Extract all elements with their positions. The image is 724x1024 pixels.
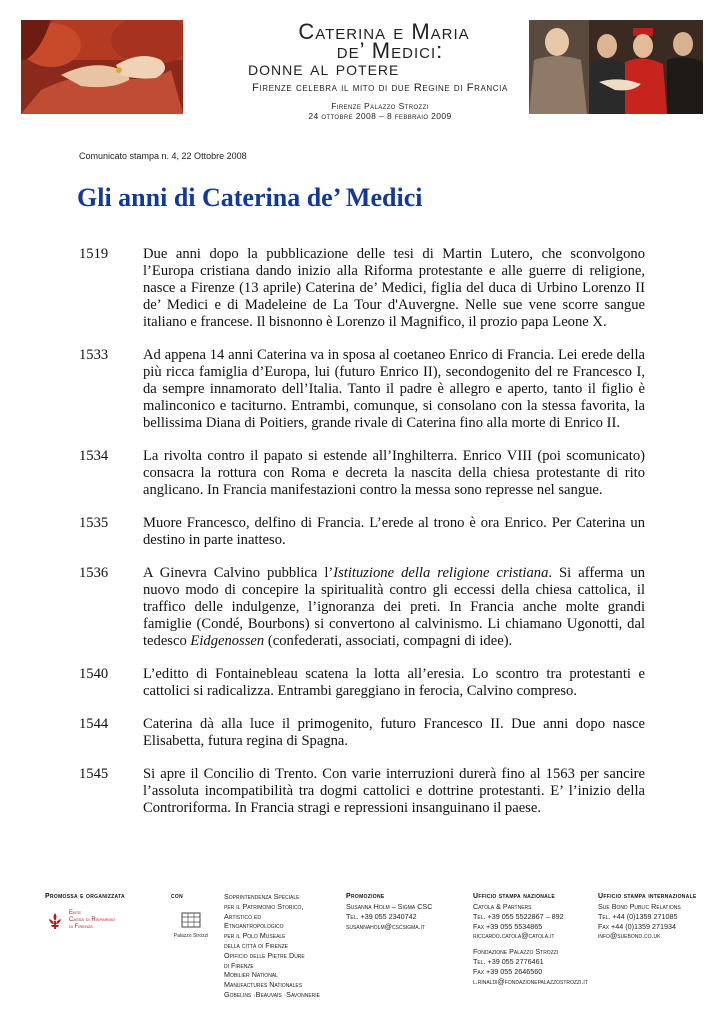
press-international-line: Tel. +44 (0)1359 271085 [598,911,678,921]
entry-text: Due anni dopo la pubblicazione delle tesi di Martin Lutero, che sconvolgono l’Europa cristiana dando inizio alla Riforma protestante e alle guerre di religione, nasce a Firenze (13 aprile) Caterina de’ Medici, figlia del duca di Urbino Lorenzo II de’ Medici e di Madeleine de La Tour d'Auvergne. Nelle sue vene scorre sangue italiano e francese. Il bisnonno è Lorenzo il Magnifico, il prozio papa Leone X. [143,246,645,330]
footer-promotion [346,892,466,931]
entry-year: 1534 [79,448,109,464]
soprintendenza-line: per il Polo Museale [224,931,286,941]
ente-cassa-logo [45,910,165,931]
soprintendenza-line: Mobilier National [224,970,278,980]
footer-promotion-head: Promozione [346,893,385,900]
press-international-email-link[interactable]: info@suebond.co.uk [598,931,661,941]
entry-text: La rivolta contro il papato si estende all’Inghilterra. Enrico VIII (poi scomunicato) consacra la rottura con Roma e decreta la nascita della chiesa protestante di rito anglicano. In Francia manifestazioni contro la messa sono represse nel sangue. [143,448,645,498]
entry-year: 1519 [79,246,109,262]
soprintendenza-line: di Firenze [224,960,254,970]
header-painting-right [529,20,703,114]
timeline [79,246,645,833]
exhibition-subtitle: Firenze celebra il mito di due Regine di Francia [252,82,508,94]
timeline-entry [79,515,645,549]
exhibition-dates: 24 ottobre 2008 – 8 febbraio 2009 [308,111,452,121]
palazzo-icon [181,912,201,928]
soprintendenza-line: Gobelins ·Beauvais ·Savonnerie [224,989,321,999]
timeline-entry [79,666,645,700]
press-national-line: Catola & Partners [473,902,532,911]
timeline-entry [79,565,645,650]
footer-promoted-head: Promossa e organizzata [45,893,125,900]
entry-year: 1545 [79,766,109,782]
press-national-email-link[interactable]: riccardo.catola@catola.it [473,931,555,941]
header-painting-left [21,20,183,114]
footer-soprintendenza [224,892,339,1000]
timeline-entry [79,246,645,331]
press-national-line: Fax +39 055 2646560 [473,966,543,976]
exhibition-title-line-2: de’ Medici: [336,38,444,63]
entry-text: Ad appena 14 anni Caterina va in sposa al coetaneo Enrico di Francia. Lei erede della più ricca famiglia d’Europa, lui (futuro Enrico II), secondogenito del re Francesco I, da sempre innamorato dell’Italia. Tanto il padre è allegro e aperto, tanto il figlio è malinconico e taciturno. Entrambi, comunque, si consolano con la stessa favorita, la bellissima Diana di Poitiers, grande rivale di Caterina fino alla morte di Enrico II. [143,347,645,431]
entry-text: Caterina dà alla luce il primogenito, futuro Francesco II. Due anni dopo nasce Elisabetta, futura regina di Spagna. [143,716,645,749]
footer-with-head: con [171,893,184,900]
timeline-entry [79,347,645,432]
exhibition-title-line-1: Caterina e Maria [298,19,470,44]
exhibition-venue: Firenze Palazzo Strozzi [331,101,429,111]
footer-press-national [473,892,595,986]
entry-year: 1540 [79,666,109,682]
soprintendenza-line: Soprintendenza Speciale [224,892,300,901]
logo-line: Cassa di Risparmio [69,917,115,923]
fleur-de-lis-icon [45,911,65,931]
logo-line: di Firenze [69,924,93,930]
palazzo-strozzi-logo [171,912,211,939]
soprintendenza-line: della città di Firenze [224,940,289,950]
promotion-phone: Tel. +39 055 2340742 [346,911,417,921]
exhibition-title-line-3: donne al potere [248,58,400,80]
timeline-entry [79,766,645,817]
document-title: Gli anni di Caterina de’ Medici [77,183,423,212]
footer-press-national-head: Ufficio stampa nazionale [473,893,556,900]
footer-with [171,892,211,939]
entry-year: 1535 [79,515,109,531]
press-release-label: Comunicato stampa n. 4, 22 Ottobre 2008 [79,151,247,161]
german-term: Eidgenossen [190,633,265,649]
book-title: Istituzione della religione cristiana [333,565,549,581]
footer-promoted [45,892,165,931]
press-international-line: Fax +44 (0)1359 271934 [598,921,677,931]
footer-press-international [598,892,722,941]
press-national-line: Tel. +39 055 5522867 – 892 [473,911,564,921]
soprintendenza-line: Artistico ed [224,911,261,921]
press-national-line: Fax +39 055 5534865 [473,921,543,931]
entry-text: L’editto di Fontainebleau scatena la lotta all’eresia. Lo scontro tra protestanti e cattolici si radicalizza. Entrambi gareggiano in ferocia, Calvino compreso. [143,666,645,699]
entry-year: 1533 [79,347,109,363]
timeline-entry [79,448,645,499]
exhibition-title-block [210,19,510,121]
press-national-line: Fondazione Palazzo Strozzi [473,947,559,957]
logo-line: Ente [69,910,82,916]
timeline-entry [79,716,645,750]
press-international-line: Sue Bond Public Relations [598,902,681,911]
entry-text-part: . Si afferma un nuovo modo di concepire la spiritualità contro gli eccessi della chiesa cattolica, il traffico delle indulgenze, l’ignoranza dei preti. In Francia anche molte grandi famiglie (Condé, Bourbons) si convertono al calvinismo. Li chiamano Ugonotti, dal tedesco [143,565,645,649]
footer-press-international-head: Ufficio stampa internazionale [598,893,697,900]
soprintendenza-line: per il Patrimonio Storico, [224,901,304,911]
soprintendenza-line: Opificio delle Pietre Dure [224,950,305,960]
soprintendenza-line: Etnoantropologico [224,921,284,931]
entry-text-part: A Ginevra Calvino pubblica l’ [143,565,334,581]
entry-text: Si apre il Concilio di Trento. Con varie interruzioni durerà fino al 1563 per sancire l’assoluta incompatibilità tra dogmi cattolici e dottrine protestanti. E’ l’inizio della Controriforma. In Francia stragi e repressioni insanguinano il paese. [143,766,645,816]
entry-text [143,565,645,650]
entry-year: 1536 [79,565,109,581]
footer [0,892,724,1002]
entry-text: Muore Francesco, delfino di Francia. L’erede al trono è ora Enrico. Per Caterina un destino in parte inatteso. [143,515,645,548]
soprintendenza-line: Manufactures Nationales [224,980,303,990]
promotion-email-link[interactable]: susannaholm@cscsigma.it [346,921,426,931]
press-national-line: Tel. +39 055 2776461 [473,956,544,966]
entry-text-part: (confederati, associati, compagni di idee). [264,633,513,649]
promotion-line: Susanna Holm – Sigma CSC [346,902,433,911]
palazzo-logo-text: Palazzo Strozzi [173,933,209,939]
entry-year: 1544 [79,716,109,732]
press-national-email-link[interactable]: l.rinaldi@fondazionepalazzostrozzi.it [473,976,588,986]
